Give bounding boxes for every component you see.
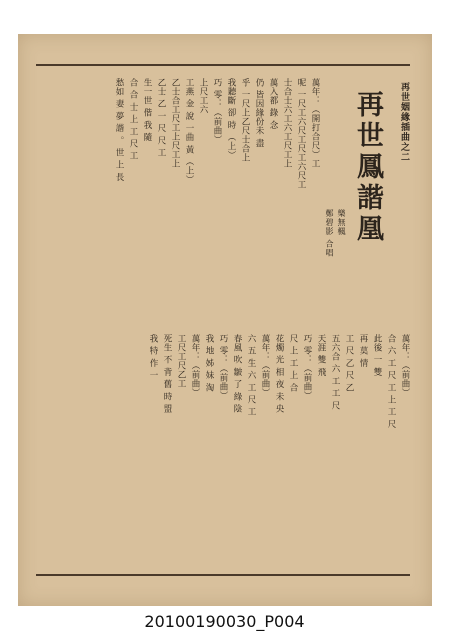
score-column: 巧 零：（前曲）	[218, 334, 228, 401]
cast-line-2: 鄭碧影 合唱	[325, 209, 334, 258]
score-bottom-block	[146, 334, 412, 564]
score-column: 巧 零：（前曲）	[212, 78, 222, 145]
score-column: 合 合 士 上 工 尺 工	[128, 78, 138, 161]
score-column: 春風 吹 皺 了 綠 陰	[232, 334, 242, 414]
song-title: 再世鳳諧凰	[352, 90, 383, 245]
score-column: 乙士 乙 一 尺 尺 工	[156, 78, 166, 158]
score-column: 工 尺 乙 尺 乙	[344, 334, 354, 392]
score-column: 乎 一尺上乙尺士合上	[240, 78, 250, 163]
score-column: 呢 一尺工六尺工尺工六尺工	[296, 78, 306, 190]
score-column: 工燕 金 說 一曲 黃 （上）	[184, 78, 194, 185]
score-column: 死生 不 背 舊 時 盟	[162, 334, 172, 414]
score-column: 此後 一 雙	[372, 334, 382, 377]
score-column: 天涯 雙 飛	[316, 334, 326, 377]
score-column: 上尺工六	[198, 78, 208, 114]
score-column: 再 莫 情	[358, 334, 368, 368]
image-caption: 20100190030_P004	[144, 612, 305, 631]
series-title: 再世姻緣插曲之二	[399, 82, 409, 162]
score-column: 萬年：（前曲）	[400, 334, 410, 397]
score-column: 仍 皆因緣份未 盡	[254, 78, 264, 148]
score-column: 五六合 六 工 工 尺	[330, 334, 340, 410]
score-column: 六 五 生 六 工 尺 工	[246, 334, 256, 417]
score-column: 士合士六工六工尺工上	[282, 78, 292, 168]
score-column: 尺 上 工 上 合	[288, 334, 298, 392]
score-column: 萬年：（前曲）	[260, 334, 270, 397]
score-column: 萬年：（前曲）	[190, 334, 200, 397]
score-column: 工尺工尺乙工	[176, 334, 186, 388]
cast-line-1: 樂無楓	[337, 209, 346, 236]
bottom-rule	[36, 574, 410, 576]
score-column: 我 特 作 一	[148, 334, 158, 380]
score-column: 我聽斷 卻 時 （上）	[226, 78, 236, 163]
score-column: 萬年：（開打合尺）工	[310, 78, 320, 168]
score-column: 生一世 偕 我 隨	[142, 78, 152, 142]
score-top-block	[112, 78, 322, 318]
score-column: 花燭 光 相 夜 未 央	[274, 334, 284, 414]
score-column: 我 地 姊 妹 淘	[204, 334, 214, 392]
document-sheet	[18, 34, 432, 606]
score-column: 巧 零：（前曲）	[302, 334, 312, 401]
score-column: 萬入都 錄 念	[268, 78, 278, 130]
score-column: 乙士合工尺工上尺工上	[170, 78, 180, 168]
top-rule	[36, 64, 410, 66]
score-column: 合 六 工 尺 工 上 工 尺	[386, 334, 396, 429]
score-column: 愁如 妻 夢 諧 。 世 上 長	[114, 78, 124, 182]
